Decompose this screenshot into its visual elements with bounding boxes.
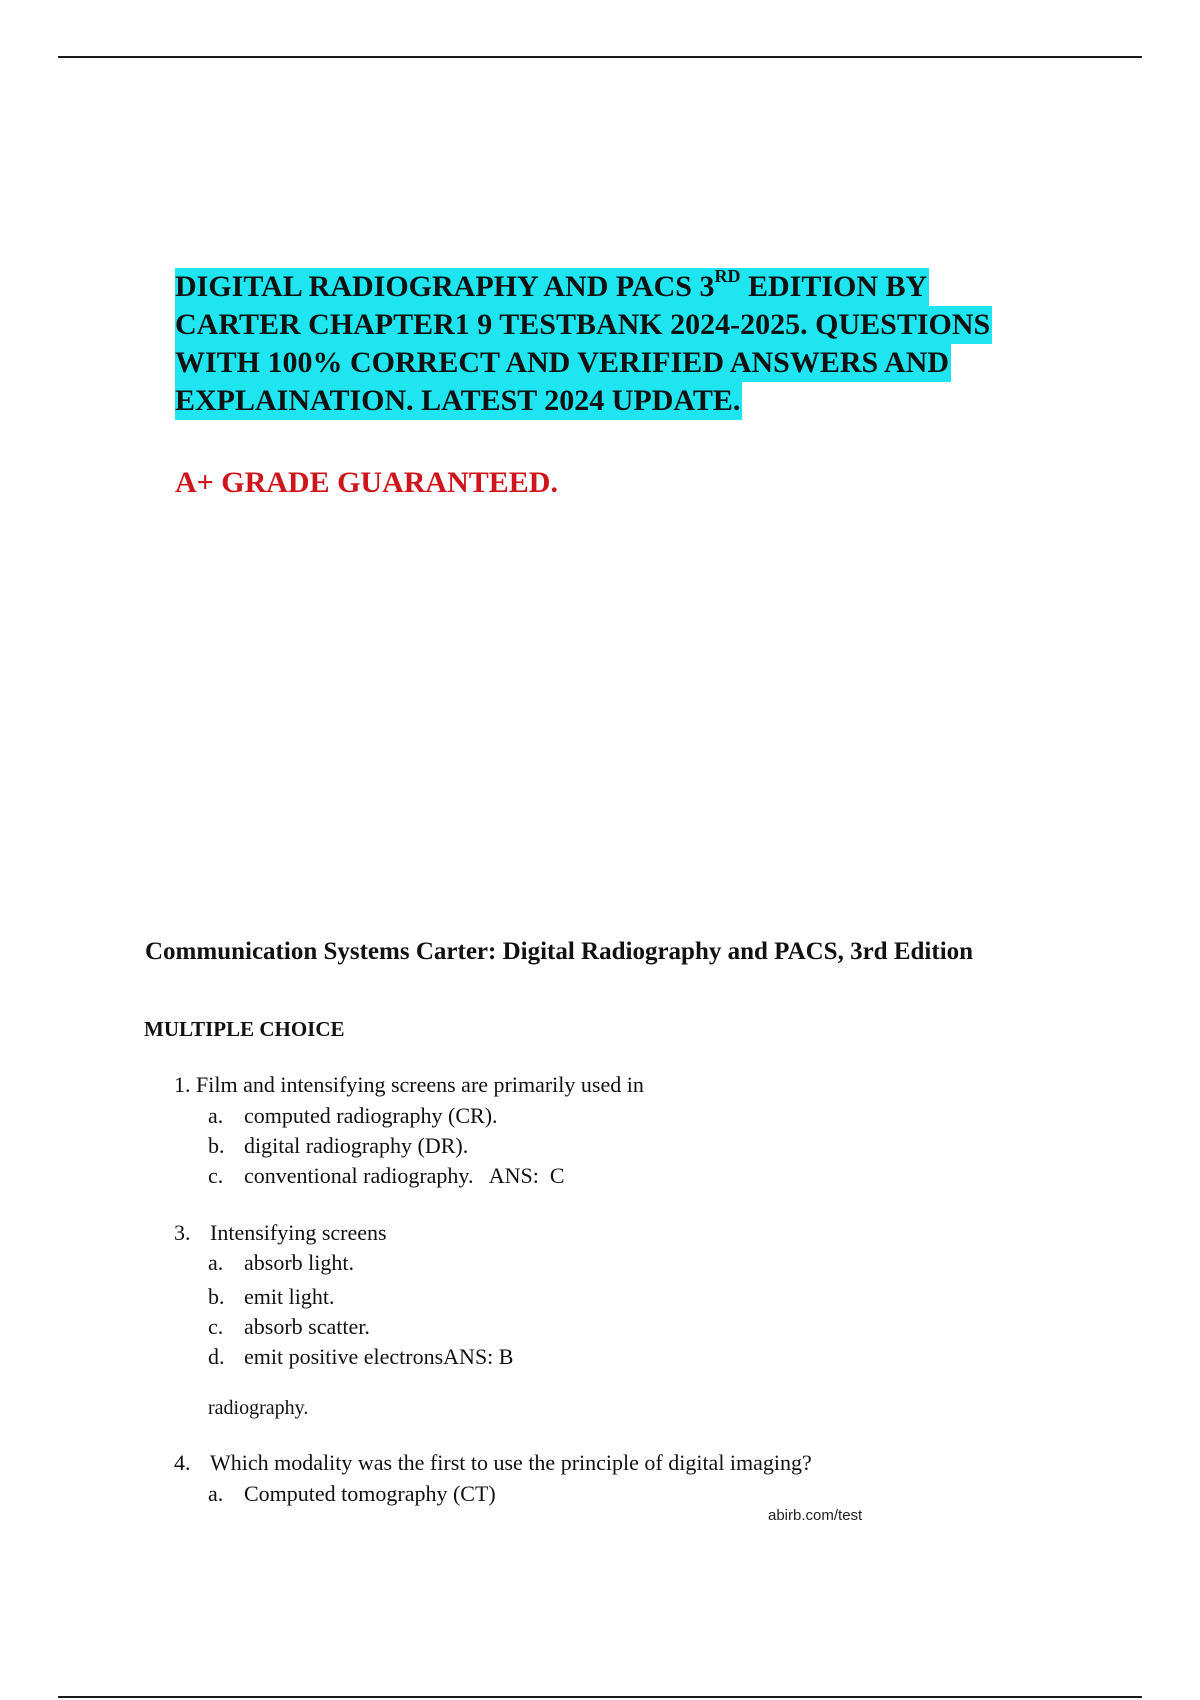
title-line-4: EXPLAINATION. LATEST 2024 UPDATE. [175, 382, 742, 420]
question-1 [174, 1072, 644, 1098]
title-line-3: WITH 100% CORRECT AND VERIFIED ANSWERS AND [175, 344, 951, 382]
question-1-option-c: c. conventional radiography. ANS: C [208, 1163, 565, 1188]
question-text: Film and intensifying screens are primarily used in [196, 1072, 644, 1097]
question-3-option-c: c. absorb scatter. [208, 1314, 370, 1339]
question-4-option-a: a. Computed tomography (CT) [208, 1481, 496, 1506]
section-heading: MULTIPLE CHOICE [144, 1017, 345, 1041]
document-title [175, 268, 1075, 420]
book-subtitle: Communication Systems Carter: Digital Radiography and PACS, 3rd Edition [145, 938, 974, 965]
question-4 [174, 1450, 812, 1476]
question-1-option-b: b. digital radiography (DR). [208, 1133, 469, 1158]
question-3 [174, 1220, 387, 1246]
question-3-option-a: a. absorb light. [208, 1250, 354, 1275]
question-3-option-b: b. emit light. [208, 1284, 335, 1309]
question-1-option-a: a. computed radiography (CR). [208, 1103, 498, 1128]
top-rule [58, 56, 1142, 58]
footer-link[interactable]: abirb.com/test [768, 1507, 863, 1524]
stray-note: radiography. [208, 1397, 309, 1419]
question-3-option-d: d. emit positive electronsANS: B [208, 1344, 514, 1369]
question-number: 1. [174, 1072, 191, 1097]
grade-guarantee: A+ GRADE GUARANTEED. [175, 466, 558, 499]
question-text: Which modality was the first to use the principle of digital imaging? [210, 1450, 812, 1475]
question-text: Intensifying screens [210, 1220, 387, 1245]
title-line-1: DIGITAL RADIOGRAPHY AND PACS 3RD EDITION BY [175, 268, 929, 306]
question-number: 4. [174, 1450, 191, 1475]
question-number: 3. [174, 1220, 191, 1245]
title-line-2: CARTER CHAPTER1 9 TESTBANK 2024-2025. QUESTIONS [175, 306, 992, 344]
bottom-rule [58, 1696, 1142, 1698]
